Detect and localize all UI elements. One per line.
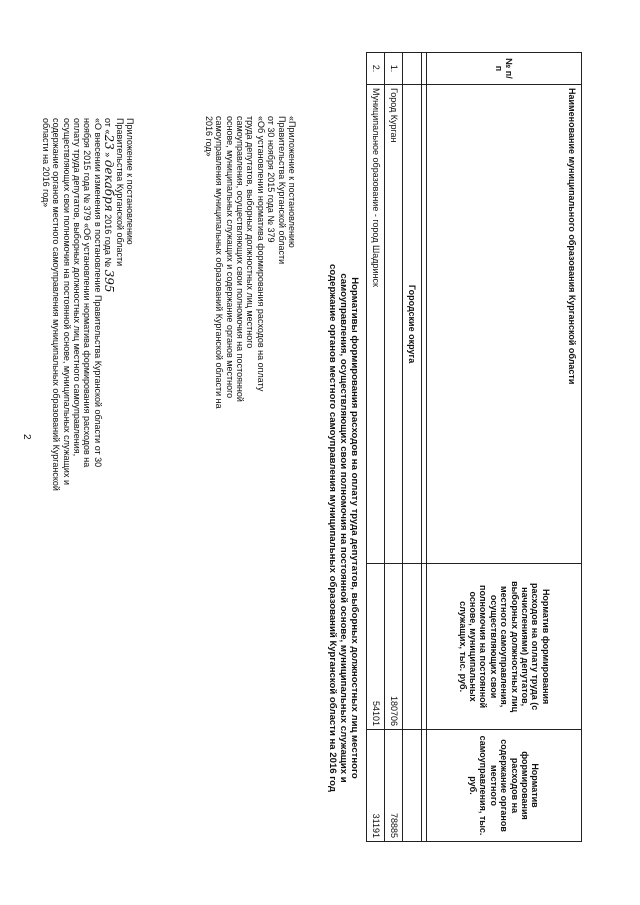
section-row	[403, 53, 422, 842]
handwritten-day: 23	[102, 134, 117, 150]
header-pay: Норматив формирования расходов на оплату труда (с начислениями) депутатов, выборных должностных лиц местного самоуправления, осуществляющих свои полномочия на постоянной основе, муниципальных служащих, тыс. руб.	[427, 564, 582, 730]
table-header-row	[427, 53, 582, 842]
appendix-header	[40, 118, 135, 493]
appendix-date-line	[102, 118, 117, 493]
quoted-title: «Об установлении норматива формирования расходов на оплату труда депутатов, выборных должностных лиц местного самоуправления, осуществляющих свои полномочия на постоянной основе, муниципальных служащих и содержание органов местного самоуправления муниципальных образований Курганской области на 2016 год»	[203, 116, 266, 409]
appendix-title: «О внесении изменения в постановление Правительства Курганской области от 30 ноября 2015 года № 379 «Об установлении норматива формирования расходов на оплату труда депутатов, выборных должностных лиц местного самоуправления, осуществляющих свои полномочия на постоянной основе, муниципальных служащих и содержание органов местного самоуправления муниципальных образований Курганской области на 2016 год»	[40, 118, 103, 491]
row-num: 2.	[367, 53, 385, 85]
quoted-line-1: «Приложение к постановлению	[287, 116, 297, 248]
blank-row	[422, 53, 427, 842]
table-row	[367, 53, 385, 842]
row-maint: 78885	[385, 730, 403, 842]
row-num: 1.	[385, 53, 403, 85]
table-row	[385, 53, 403, 842]
row-pay: 54101	[367, 564, 385, 730]
normatives-table	[366, 52, 582, 842]
section-label: Городские округа	[403, 84, 422, 563]
quoted-line-2: Правительства Курганской области	[276, 116, 287, 265]
header-maint: Норматив формирования расходов на содержание органов местного самоуправления, тыс. руб.	[427, 730, 582, 842]
header-name: Наименование муниципального образования Курганской области	[427, 84, 582, 563]
date-mid: »	[103, 152, 114, 158]
appendix-line-1: Приложение к постановлению	[125, 118, 135, 245]
page-number: 2	[21, 434, 32, 440]
header-num: № п/п	[427, 53, 582, 85]
appendix-line-2: Правительства Курганской области	[114, 118, 125, 267]
handwritten-number: 395	[102, 269, 117, 293]
row-name: Город Курган	[385, 84, 403, 563]
row-maint: 31191	[367, 730, 385, 842]
row-pay: 180706	[385, 564, 403, 730]
quoted-line-3: от 30 ноября 2015 года № 379	[266, 116, 277, 243]
quoted-appendix-header	[203, 116, 297, 416]
date-year: 2016 года №	[103, 214, 114, 268]
handwritten-month: декабря	[102, 159, 117, 212]
document-title: Нормативы формирования расходов на оплату труда депутатов, выборных должностных лиц местного самоуправления, осуществляющих свои полномочия на постоянной основе, муниципальных служащих и содержание органов местного самоуправления муниципальных образований Курганской области на 2016 год	[327, 264, 360, 792]
date-prefix: от «	[103, 118, 114, 135]
row-name: Муниципальное образование - город Шадринск	[367, 84, 385, 563]
